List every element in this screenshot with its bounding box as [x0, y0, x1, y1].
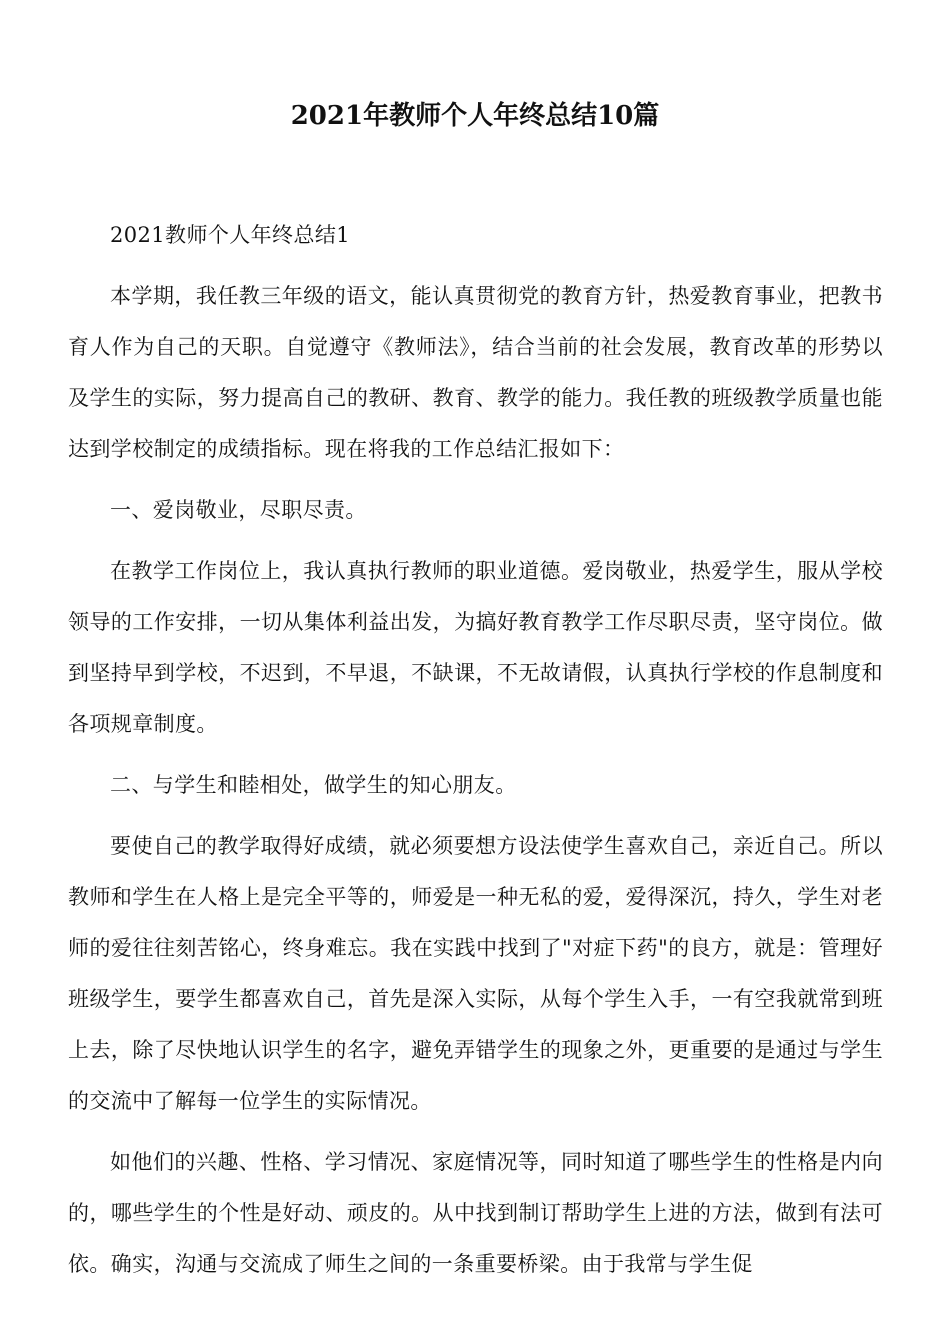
subsection-heading: 一、爱岗敬业，尽职尽责。 [110, 498, 367, 522]
paragraph: 如他们的兴趣、性格、学习情况、家庭情况等，同时知道了哪些学生的性格是内向的，哪些学生的个性是好动、顽皮的。从中找到制订帮助学生上进的方法，做到有法可依。确实，沟通与交流成了师生之间的一条重要桥梁。由于我常与学生促 [68, 1150, 883, 1276]
document-body [68, 210, 883, 1300]
section-heading: 2021教师个人年终总结1 [110, 223, 351, 247]
paragraph: 本学期，我任教三年级的语文，能认真贯彻党的教育方针，热爱教育事业，把教书育人作为自己的天职。自觉遵守《教师法》，结合当前的社会发展，教育改革的形势以及学生的实际，努力提高自己的教研、教育、教学的能力。我任教的班级教学质量也能达到学校制定的成绩指标。现在将我的工作总结汇报如下： [68, 284, 883, 461]
subsection-heading: 二、与学生和睦相处，做学生的知心朋友。 [110, 773, 517, 797]
document-title: 2021年教师个人年终总结10篇 [290, 101, 660, 131]
paragraph: 要使自己的教学取得好成绩，就必须要想方设法使学生喜欢自己，亲近自己。所以教师和学生在人格上是完全平等的，师爱是一种无私的爱，爱得深沉，持久，学生对老师的爱往往刻苦铭心，终身难忘。我在实践中找到了"对症下药"的良方，就是：管理好班级学生，要学生都喜欢自己，首先是深入实际，从每个学生入手，一有空我就常到班上去，除了尽快地认识学生的名字，避免弄错学生的现象之外，更重要的是通过与学生的交流中了解每一位学生的实际情况。 [68, 834, 883, 1113]
paragraph: 在教学工作岗位上，我认真执行教师的职业道德。爱岗敬业，热爱学生，服从学校领导的工作安排，一切从集体利益出发，为搞好教育教学工作尽职尽责，坚守岗位。做到坚持早到学校，不迟到，不早退，不缺课，不无故请假，认真执行学校的作息制度和各项规章制度。 [68, 559, 883, 736]
